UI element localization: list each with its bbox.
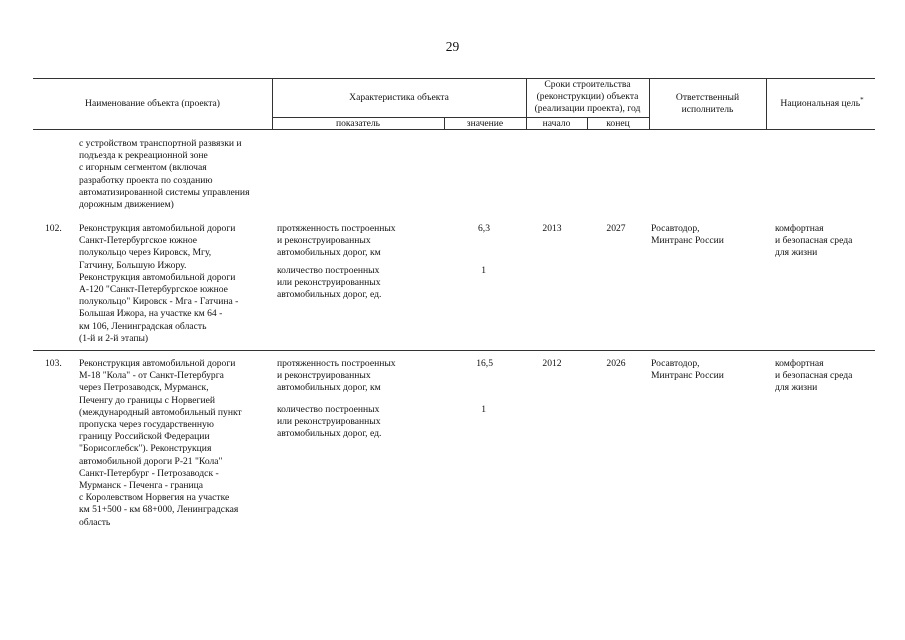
header-indicator: показатель <box>335 118 381 129</box>
indicator-length: протяженность построенных и реконструированных автомобильных дорог, км <box>277 358 396 394</box>
value-length: 16,5 <box>476 358 493 369</box>
start-year: 2012 <box>542 358 562 369</box>
table-top-border <box>33 78 875 79</box>
executor: Росавтодор, Минтранс России <box>651 358 724 382</box>
end-year: 2027 <box>606 223 626 234</box>
row-divider <box>33 350 875 351</box>
national-goal: комфортная и безопасная среда для жизни <box>775 358 853 394</box>
header-executor: Ответственный исполнитель <box>675 92 740 116</box>
header-end: конец <box>606 118 630 129</box>
header-name: Наименование объекта (проекта) <box>85 98 220 109</box>
header-dates: Сроки строительства (реконструкции) объекта (реализации проекта), год <box>534 79 641 115</box>
end-year: 2026 <box>606 358 626 369</box>
header-characteristic: Характеристика объекта <box>349 92 449 103</box>
row-number: 102. <box>45 223 62 234</box>
object-name: Реконструкция автомобильной дороги М-18 "Кола" - от Санкт-Петербурга через Петрозаводск, Мурманск, Печенгу до границы с Норвегией (международный автомобильный пункт пропуска через государственную границу Российской Федерации "Борисоглебск"). Реконструкция автомобильной дороги Р-21 "Кола" Санкт-Петербург - Петрозаводск - Мурманск - Печенга - граница с Королевством Норвегия на участке км 51+500 - км 68+000, Ленинградская область <box>79 358 242 528</box>
national-goal: комфортная и безопасная среда для жизни <box>775 223 853 259</box>
header-start: начало <box>542 118 571 129</box>
header-goal <box>766 95 878 110</box>
continuation-name: с устройством транспортной развязки и подъезда к рекреационной зоне с игорным сегментом (включая разработку проекта по созданию автоматизированной системы управления дорожным движением) <box>79 138 250 211</box>
executor: Росавтодор, Минтранс России <box>651 223 724 247</box>
page-number: 29 <box>445 39 460 54</box>
start-year: 2013 <box>542 223 562 234</box>
indicator-length: протяженность построенных и реконструированных автомобильных дорог, км <box>277 223 396 259</box>
header-goal-label: Национальная цель <box>780 98 861 109</box>
value-length: 6,3 <box>478 223 490 234</box>
indicator-count: количество построенных или реконструированных автомобильных дорог, ед. <box>277 265 382 301</box>
indicator-count: количество построенных или реконструированных автомобильных дорог, ед. <box>277 404 382 440</box>
header-goal-footnote-mark: * <box>860 95 864 104</box>
value-count: 1 <box>481 404 486 415</box>
header-value: значение <box>466 118 504 129</box>
value-count: 1 <box>481 265 486 276</box>
object-name: Реконструкция автомобильной дороги Санкт-Петербургское южное полукольцо через Кировск, Мгу, Гатчину, Большую Ижору. Реконструкция автомобильной дороги А-120 "Санкт-Петербургское южное полукольцо" Кировск - Мга - Гатчина - Большая Ижора, на участке км 64 - км 106, Ленинградская область (1-й и 2-й этапы) <box>79 223 239 344</box>
row-number: 103. <box>45 358 62 369</box>
